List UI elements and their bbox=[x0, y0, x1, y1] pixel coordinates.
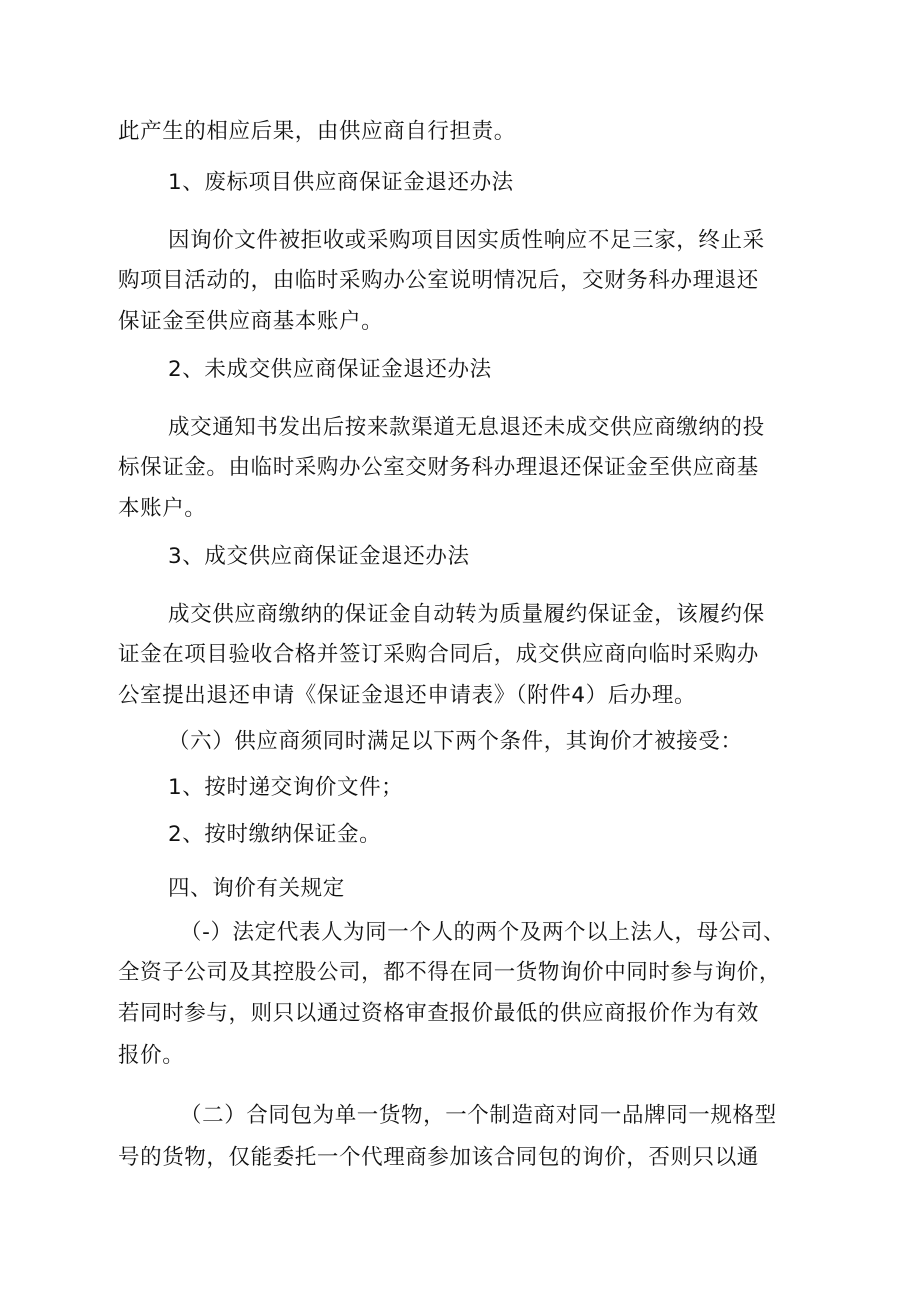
paragraph-line: 本账户。 bbox=[118, 496, 207, 521]
paragraph-line: 号的货物，仅能委托一个代理商参加该合同包的询价，否则只以通 bbox=[118, 1145, 759, 1170]
paragraph-line: 公室提出退还申请《保证金退还申请表》（附件4）后办理。 bbox=[118, 683, 697, 708]
paragraph-line: 成交供应商缴纳的保证金自动转为质量履约保证金，该履约保 bbox=[168, 602, 765, 627]
paragraph-line: 因询价文件被拒收或采购项目因实质性响应不足三家，终止采 bbox=[168, 228, 765, 253]
paragraph-line: 成交通知书发出后按来款渠道无息退还未成交供应商缴纳的投 bbox=[168, 415, 765, 440]
subheading-3: 3、成交供应商保证金退还办法 bbox=[168, 544, 470, 569]
paragraph-line: 报价。 bbox=[118, 1043, 185, 1068]
list-item-1: 1、按时递交询价文件； bbox=[168, 775, 404, 800]
section-4-heading: 四、询价有关规定 bbox=[168, 876, 345, 901]
paragraph-line: 全资子公司及其控股公司，都不得在同一货物询价中同时参与询价， bbox=[118, 960, 782, 985]
paragraph-line: 若同时参与，则只以通过资格审查报价最低的供应商报价作为有效 bbox=[118, 1001, 759, 1026]
paragraph-line: 保证金至供应商基本账户。 bbox=[118, 309, 384, 334]
section-6-heading: （六）供应商须同时满足以下两个条件，其询价才被接受： bbox=[168, 729, 743, 754]
paragraph-line: 标保证金。由临时采购办公室交财务科办理退还保证金至供应商基 bbox=[118, 455, 759, 480]
subheading-2: 2、未成交供应商保证金退还办法 bbox=[168, 357, 492, 382]
paragraph-line: （-）法定代表人为同一个人的两个及两个以上法人，母公司、 bbox=[180, 920, 786, 945]
list-item-2: 2、按时缴纳保证金。 bbox=[168, 822, 382, 847]
paragraph-line: （二）合同包为单一货物，一个制造商对同一品牌同一规格型 bbox=[180, 1103, 777, 1128]
subheading-1: 1、废标项目供应商保证金退还办法 bbox=[168, 170, 514, 195]
paragraph-line: 购项目活动的，由临时采购办公室说明情况后，交财务科办理退还 bbox=[118, 268, 759, 293]
paragraph-line: 证金在项目验收合格并签订采购合同后，成交供应商向临时采购办 bbox=[118, 642, 759, 667]
text-line-continuation: 此产生的相应后果，由供应商自行担责。 bbox=[118, 119, 516, 144]
